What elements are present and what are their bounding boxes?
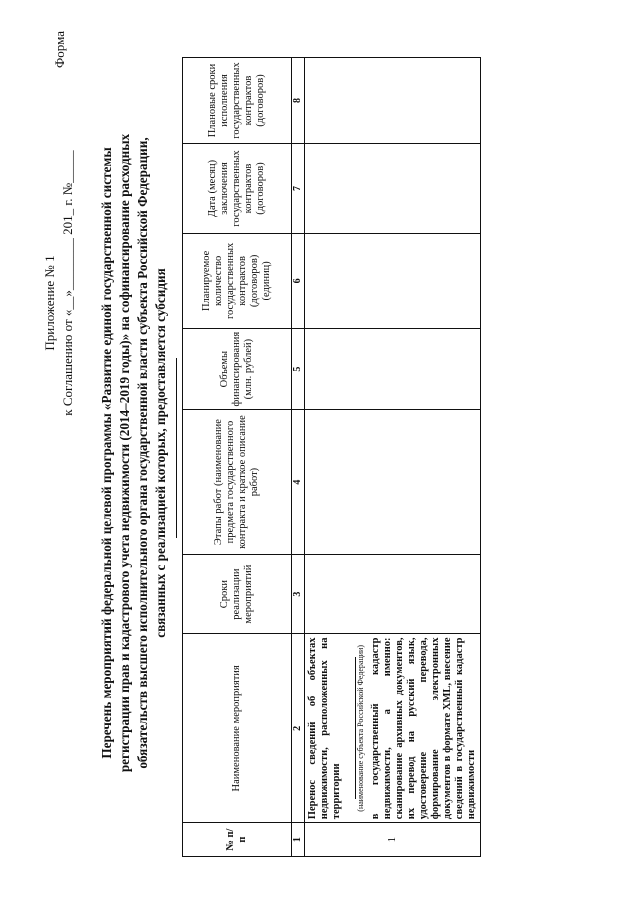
column-number: 7 (292, 143, 305, 233)
activity-text-part1: Перенос сведений об объектах недвижимости, расположенных на территории (307, 637, 342, 819)
table-header-row (183, 57, 292, 856)
table-row (305, 57, 481, 856)
column-number: 1 (292, 822, 305, 856)
column-number: 6 (292, 233, 305, 328)
col-header-funding: Объемы финансирования (млн. рублей) (183, 328, 292, 410)
col-header-stages: Этапы работ (наименование предмета государственного контракта и краткое описание работ) (183, 409, 292, 553)
title-underline (176, 358, 177, 538)
form-label: Форма (52, 30, 67, 68)
column-number: 8 (292, 57, 305, 143)
col-header-activity: Наименование мероприятия (183, 634, 292, 823)
cell-terms (305, 554, 481, 634)
activities-table (182, 57, 481, 857)
appendix-label: Приложение № 1 (42, 254, 57, 351)
col-header-execution-terms: Плановые сроки исполнения государственных контрактов (договоров) (183, 57, 292, 143)
activity-text-part2: в государственный кадастр недвижимости, а именно: сканирование архивных документов, их перевод на русский язык, удостоверение перевода, формирование электронных документов в формате XML, внесение сведений в государственный кадастр недвижимости (370, 637, 477, 819)
row-number: 1 (305, 822, 481, 856)
cell-execution-terms (305, 57, 481, 143)
col-header-terms: Сроки реализации мероприятий (183, 554, 292, 634)
column-number: 5 (292, 328, 305, 410)
subject-note: (наименование субъекта Российской Федерации) (356, 644, 365, 812)
document-page (40, 23, 600, 883)
title-line: регистрации прав и кадастрового учета недвижимости (2014–2019 годы)» на софинансирование расходных (117, 133, 132, 772)
title-line: связанных с реализацией которых, предоставляется субсидия (153, 267, 168, 638)
cell-contract-count (305, 233, 481, 328)
cell-stages (305, 409, 481, 553)
title-line: обязательств высшего исполнительного органа государственной власти субъекта Российской Федерации, (135, 136, 150, 769)
col-header-number: № п/п (183, 822, 292, 856)
column-number: 4 (292, 409, 305, 553)
agreement-reference: к Соглашению от «__»________ 201_ г. №_____ (60, 149, 75, 416)
column-number: 2 (292, 634, 305, 823)
activity-description (305, 634, 481, 823)
title-line: Перечень мероприятий федеральной целевой программы «Развитие единой государственной системы (99, 146, 114, 759)
column-number: 3 (292, 554, 305, 634)
cell-funding (305, 328, 481, 410)
cell-contract-date (305, 143, 481, 233)
document-title (98, 23, 170, 883)
col-header-contract-count: Планируемое количество государственных контрактов (договоров) (единиц) (183, 233, 292, 328)
col-header-contract-date: Дата (месяц) заключения государственных контрактов (договоров) (183, 143, 292, 233)
column-number-row (292, 57, 305, 856)
